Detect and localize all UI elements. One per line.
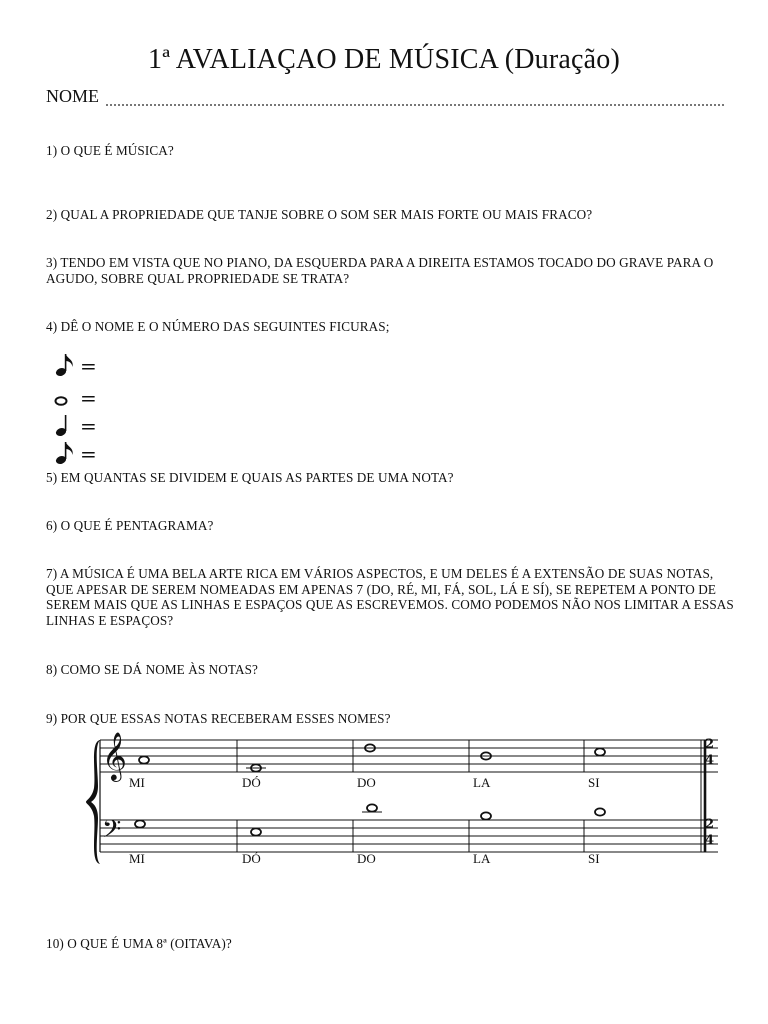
question-8: 8) COMO SE DÁ NOME ÀS NOTAS? [46, 662, 259, 677]
question-1: 1) O QUE É MÚSICA? [46, 143, 174, 158]
equals-sign: = [80, 386, 97, 410]
time-signature-bottom: 4 [705, 833, 715, 848]
whole-note [595, 808, 605, 815]
bass-note-label: DO [357, 851, 376, 866]
bass-note-label: MI [129, 851, 145, 866]
treble-note-label: SI [588, 775, 600, 790]
whole-note [481, 812, 491, 819]
bass-note-label: SI [588, 851, 600, 866]
figure-row-1 [54, 352, 134, 380]
question-5: 5) EM QUANTAS SE DIVIDEM E QUAIS AS PARTES DE UMA NOTA? [46, 470, 454, 485]
whole-note [595, 748, 605, 755]
eighth-note-icon [54, 352, 78, 378]
equals-sign: = [80, 414, 97, 438]
treble-note-label: DO [357, 775, 376, 790]
question-10: 10) O QUE É UMA 8ª (OITAVA)? [46, 936, 232, 951]
figure-row-4 [54, 440, 134, 468]
treble-note-label: DÓ [242, 775, 261, 790]
whole-note [251, 828, 261, 835]
whole-note [139, 756, 149, 763]
equals-sign: = [80, 442, 97, 466]
time-signature-top: 2 [705, 737, 715, 752]
question-2: 2) QUAL A PROPRIEDADE QUE TANJE SOBRE O SOM SER MAIS FORTE OU MAIS FRACO? [46, 207, 593, 222]
eighth-note-icon [54, 440, 78, 466]
bass-clef-icon: 𝄢 [102, 815, 122, 850]
question-4: 4) DÊ O NOME E O NÚMERO DAS SEGUINTES FICURAS; [46, 319, 390, 334]
whole-note-icon [54, 384, 78, 410]
question-3: 3) TENDO EM VISTA QUE NO PIANO, DA ESQUERDA PARA A DIREITA ESTAMOS TOCADO DO GRAVE PARA O AGUDO, SOBRE QUAL PROPRIEDADE SE TRATA? [46, 255, 714, 286]
bass-note-label: DÓ [242, 851, 261, 866]
bass-note-label: LA [473, 851, 491, 866]
figure-row-2 [54, 384, 134, 412]
time-signature-top: 2 [705, 817, 715, 832]
name-field[interactable] [106, 104, 724, 106]
bass-staff [100, 820, 718, 852]
figure-row-3 [54, 412, 134, 440]
grand-staff [84, 732, 724, 872]
brace [86, 740, 100, 864]
treble-staff [100, 740, 718, 772]
name-label: NOME [46, 86, 99, 106]
question-7: 7) A MÚSICA É UMA BELA ARTE RICA EM VÁRIOS ASPECTOS, E UM DELES É A EXTENSÃO DE SUAS NOTAS, QUE APESAR DE SEREM NOMEADAS EM APENAS 7 (DO, RÉ, MI, FÁ, SOL, LÁ E SÍ), SE REPETEM A PONTO DE SEREM MAIS QUE AS LINHAS E ESPAÇOS QUE AS ESCREVEMOS. COMO PODEMOS NÃO NOS LIMITAR A ESSAS LINHAS E ESPAÇOS? [46, 566, 734, 628]
treble-clef-icon: 𝄞 [102, 732, 127, 780]
page-title: 1ª AVALIAÇAO DE MÚSICA (Duração) [148, 44, 620, 75]
treble-note-label: LA [473, 775, 491, 790]
equals-sign: = [80, 354, 97, 378]
whole-note [135, 820, 145, 827]
whole-note [367, 804, 377, 811]
question-9: 9) POR QUE ESSAS NOTAS RECEBERAM ESSES NOMES? [46, 711, 391, 726]
treble-note-label: MI [129, 775, 145, 790]
question-6: 6) O QUE É PENTAGRAMA? [46, 518, 214, 533]
time-signature-bottom: 4 [705, 753, 715, 768]
quarter-note-icon [54, 412, 78, 438]
